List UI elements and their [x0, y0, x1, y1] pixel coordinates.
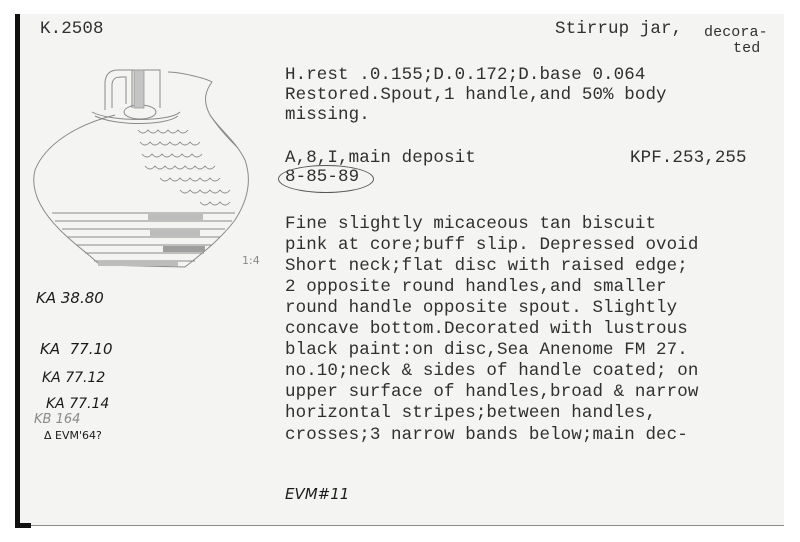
description-line: Fine slightly micaceous tan biscuit: [285, 214, 657, 234]
stirrup-jar-drawing: [20, 60, 270, 280]
description-line: 2 opposite round handles,and smaller: [285, 277, 667, 297]
findspot: A,8,I,main deposit: [285, 148, 476, 168]
footer-note: EVM#11: [285, 485, 350, 503]
scale-annotation: 1:4: [242, 254, 260, 267]
handwritten-ref-pencil: KB 164: [34, 412, 81, 427]
handwritten-ref: KA 77.12: [42, 370, 106, 386]
field-reference: KPF.253,255: [630, 148, 747, 168]
handwritten-ref: KA 38.80: [36, 289, 104, 307]
handwritten-ref: Δ EVM'64?: [44, 429, 102, 442]
description-line: upper surface of handles,broad & narrow: [285, 382, 699, 402]
description-line: concave bottom.Decorated with lustrous: [285, 319, 688, 339]
description-line: Short neck;flat disc with raised edge;: [285, 256, 688, 276]
object-type: Stirrup jar,: [555, 19, 683, 39]
handwritten-ref: KA 77.14: [46, 396, 110, 412]
condition-line-1: Restored.Spout,1 handle,and 50% body: [285, 85, 667, 105]
pencil-circle-mark: [278, 165, 374, 193]
description-line: no.10;neck & sides of handle coated; on: [285, 361, 699, 381]
description-line: crosses;3 narrow bands below;main dec-: [285, 425, 688, 445]
card-corner-mark: [15, 523, 31, 528]
condition-line-2: missing.: [285, 105, 370, 125]
description-line: pink at core;buff slip. Depressed ovoid: [285, 235, 699, 255]
object-type-suffix-2: ted: [733, 40, 761, 57]
handwritten-ref: KA 77.10: [40, 340, 113, 358]
catalog-number: K.2508: [40, 19, 104, 39]
object-type-suffix-1: decora-: [704, 24, 768, 41]
circled-date: 8-85-89: [285, 167, 360, 187]
description-line: black paint:on disc,Sea Anenome FM 27.: [285, 340, 688, 360]
description-line: round handle opposite spout. Slightly: [285, 298, 678, 318]
measurements: H.rest .0.155;D.0.172;D.base 0.064: [285, 65, 646, 85]
description-line: horizontal stripes;between handles,: [285, 403, 657, 423]
